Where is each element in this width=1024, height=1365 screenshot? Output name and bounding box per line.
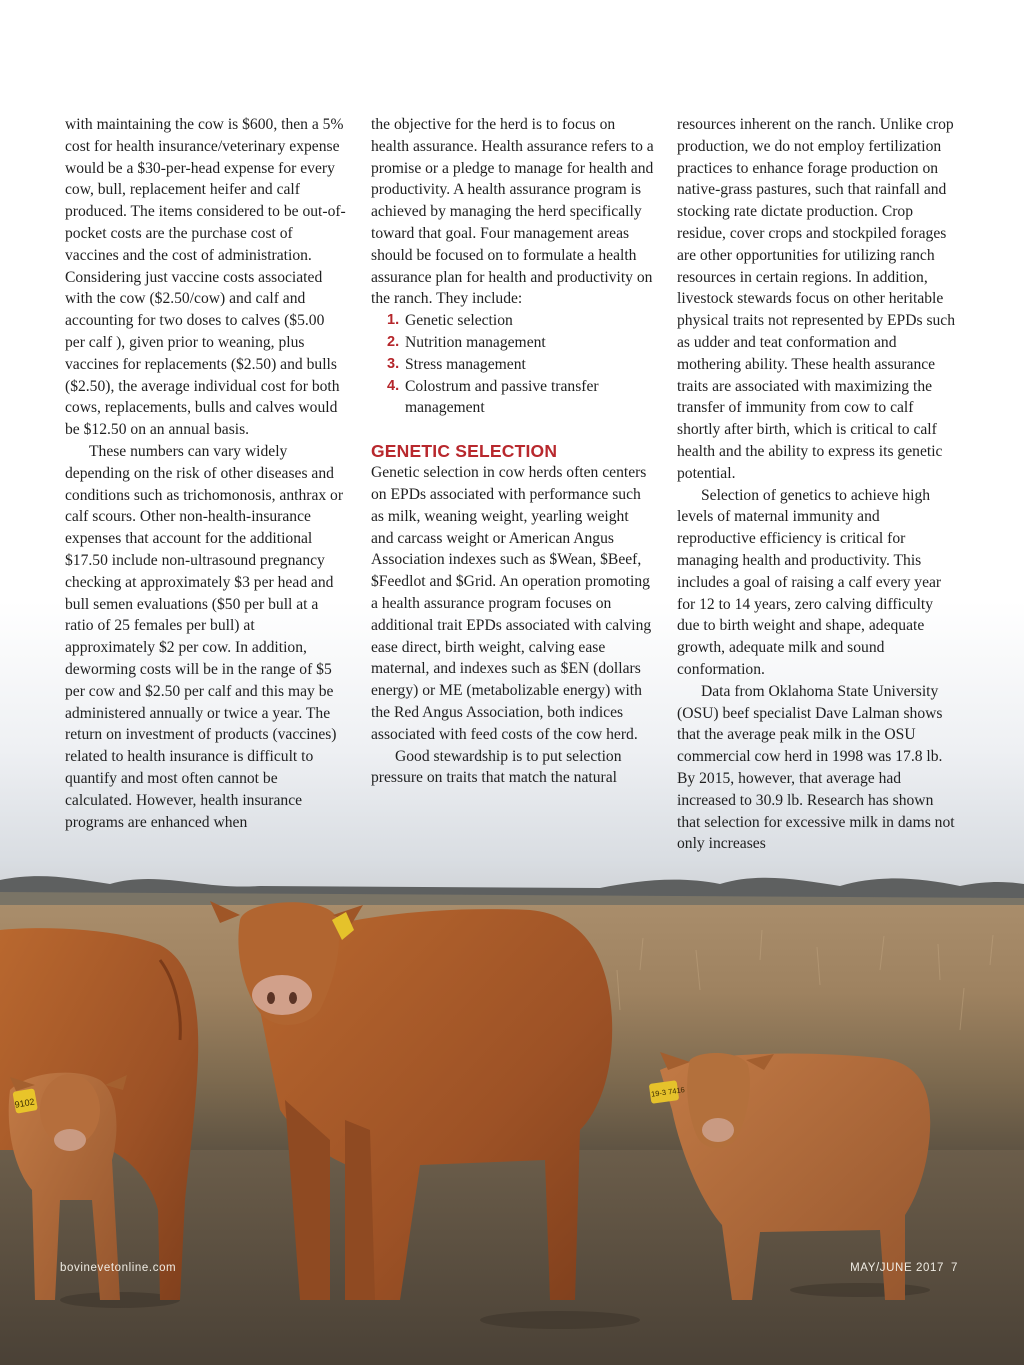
paragraph: the objective for the herd is to focus on health assurance. Health assurance refers to a promise or a pledge to manage for health and productivity. A health assurance program is achieved by managing the herd specifically toward that goal. Four management areas should be focused on to formulate a health assurance plan for health and productivity on the ranch. They include: [371, 116, 654, 308]
list-item [387, 354, 655, 376]
left-calf-ear-tag: 9102 [13, 1096, 36, 1110]
text-column-2 [371, 114, 655, 789]
list-item [387, 332, 655, 354]
right-calf-ear-tag: 19-3 7416 [650, 1085, 686, 1099]
section-heading: GENETIC SELECTION [371, 441, 558, 462]
list-item-text: Genetic selection [405, 312, 513, 330]
footer-page-number: 7 [951, 1262, 958, 1274]
management-areas-list [371, 310, 655, 419]
list-item [387, 376, 655, 420]
paragraph: Good stewardship is to put selection pressure on traits that match the natural [371, 747, 622, 787]
text-column-1 [65, 114, 347, 833]
paragraph: Data from Oklahoma State University (OSU) beef specialist Dave Lalman shows that the average peak milk in the OSU commercial cow herd in 1998 was 17.8 lb. By 2015, however, that average had increased to 30.9 lb. Research has shown that selection for excessive milk in dams not only increases [677, 682, 955, 853]
paragraph: resources inherent on the ranch. Unlike crop production, we do not employ fertilization practices to enhance forage production on native-grass pastures, such that rainfall and stocking rate dictate production. Crop residue, cover crops and stockpiled forages are other opportunities for utilizing ranch resources in certain regions. In addition, livestock stewards focus on other heritable physical traits not represented by EPDs such as udder and teat conformation and mothering ability. These health assurance traits are associated with maximizing the transfer of immunity from cow to calf shortly after birth, which is critical to calf health and the ability to express its genetic potential. [677, 116, 956, 482]
list-item-text: Nutrition management [405, 333, 546, 351]
text-column-3 [677, 114, 959, 855]
list-item [387, 310, 655, 332]
paragraph: Genetic selection in cow herds often centers on EPDs associated with performance such as milk, weaning weight, yearling weight and carcass weight or American Angus Association indexes such as $Wean, $Beef, $Feedlot and $Grid. An operation promoting a health assurance program focuses on additional trait EPDs associated with calving ease direct, birth weight, calving ease maternal, and indexes such as $EN (dollars energy) or ME (metabolizable energy) with the Red Angus Association, both indices associated with feed costs of the cow herd. [371, 464, 652, 743]
paragraph: with maintaining the cow is $600, then a 5% cost for health insurance/veterinary expense would be a $30-per-head expense for every cow, bull, replacement heifer and calf produced. The items considered to be out-of-pocket costs are the purchase cost of vaccines and the cost of administration. Considering just vaccine costs associated with the cow ($2.50/cow) and calf and accounting for two doses to calves ($5.00 per calf ), given prior to weaning, plus vaccines for replacements ($2.50) and bulls ($2.50), the average individual cost for both cows, replacements, bulls and calves would be $12.50 on an annual basis. [65, 116, 346, 439]
paragraph: Selection of genetics to achieve high levels of maternal immunity and reproductive efficiency is critical for managing health and productivity. This includes a goal of raising a calf every year for 12 to 14 years, zero calving difficulty due to birth weight and shape, adequate growth, adequate milk and sound conformation. [677, 486, 942, 678]
list-number: 1. [387, 312, 400, 329]
list-item-text: Colostrum and passive transfer management [405, 377, 599, 417]
list-item-text: Stress management [405, 355, 526, 373]
footer-issue-date: MAY/JUNE 2017 [850, 1262, 944, 1274]
list-number: 4. [387, 377, 400, 394]
paragraph: These numbers can vary widely depending on the risk of other diseases and conditions such as trichomonosis, anthrax or calf scours. Other non-health-insurance expenses that account for the additional $17.50 include non-ultrasound pregnancy checking at approximately $3 per head and bull semen evaluations ($50 per bull at a ratio of 25 females per bull) at approximately $2 per cow. In addition, deworming costs will be in the range of $5 per cow and $2.50 per calf and this may be administered annually or twice a year. The return on investment of products (vaccines) related to health insurance is difficult to quantify and most often cannot be calculated. However, health insurance programs are enhanced when [65, 442, 344, 831]
list-number: 3. [387, 355, 400, 372]
list-number: 2. [387, 333, 400, 350]
footer-website: bovinevetonline.com [60, 1262, 177, 1274]
